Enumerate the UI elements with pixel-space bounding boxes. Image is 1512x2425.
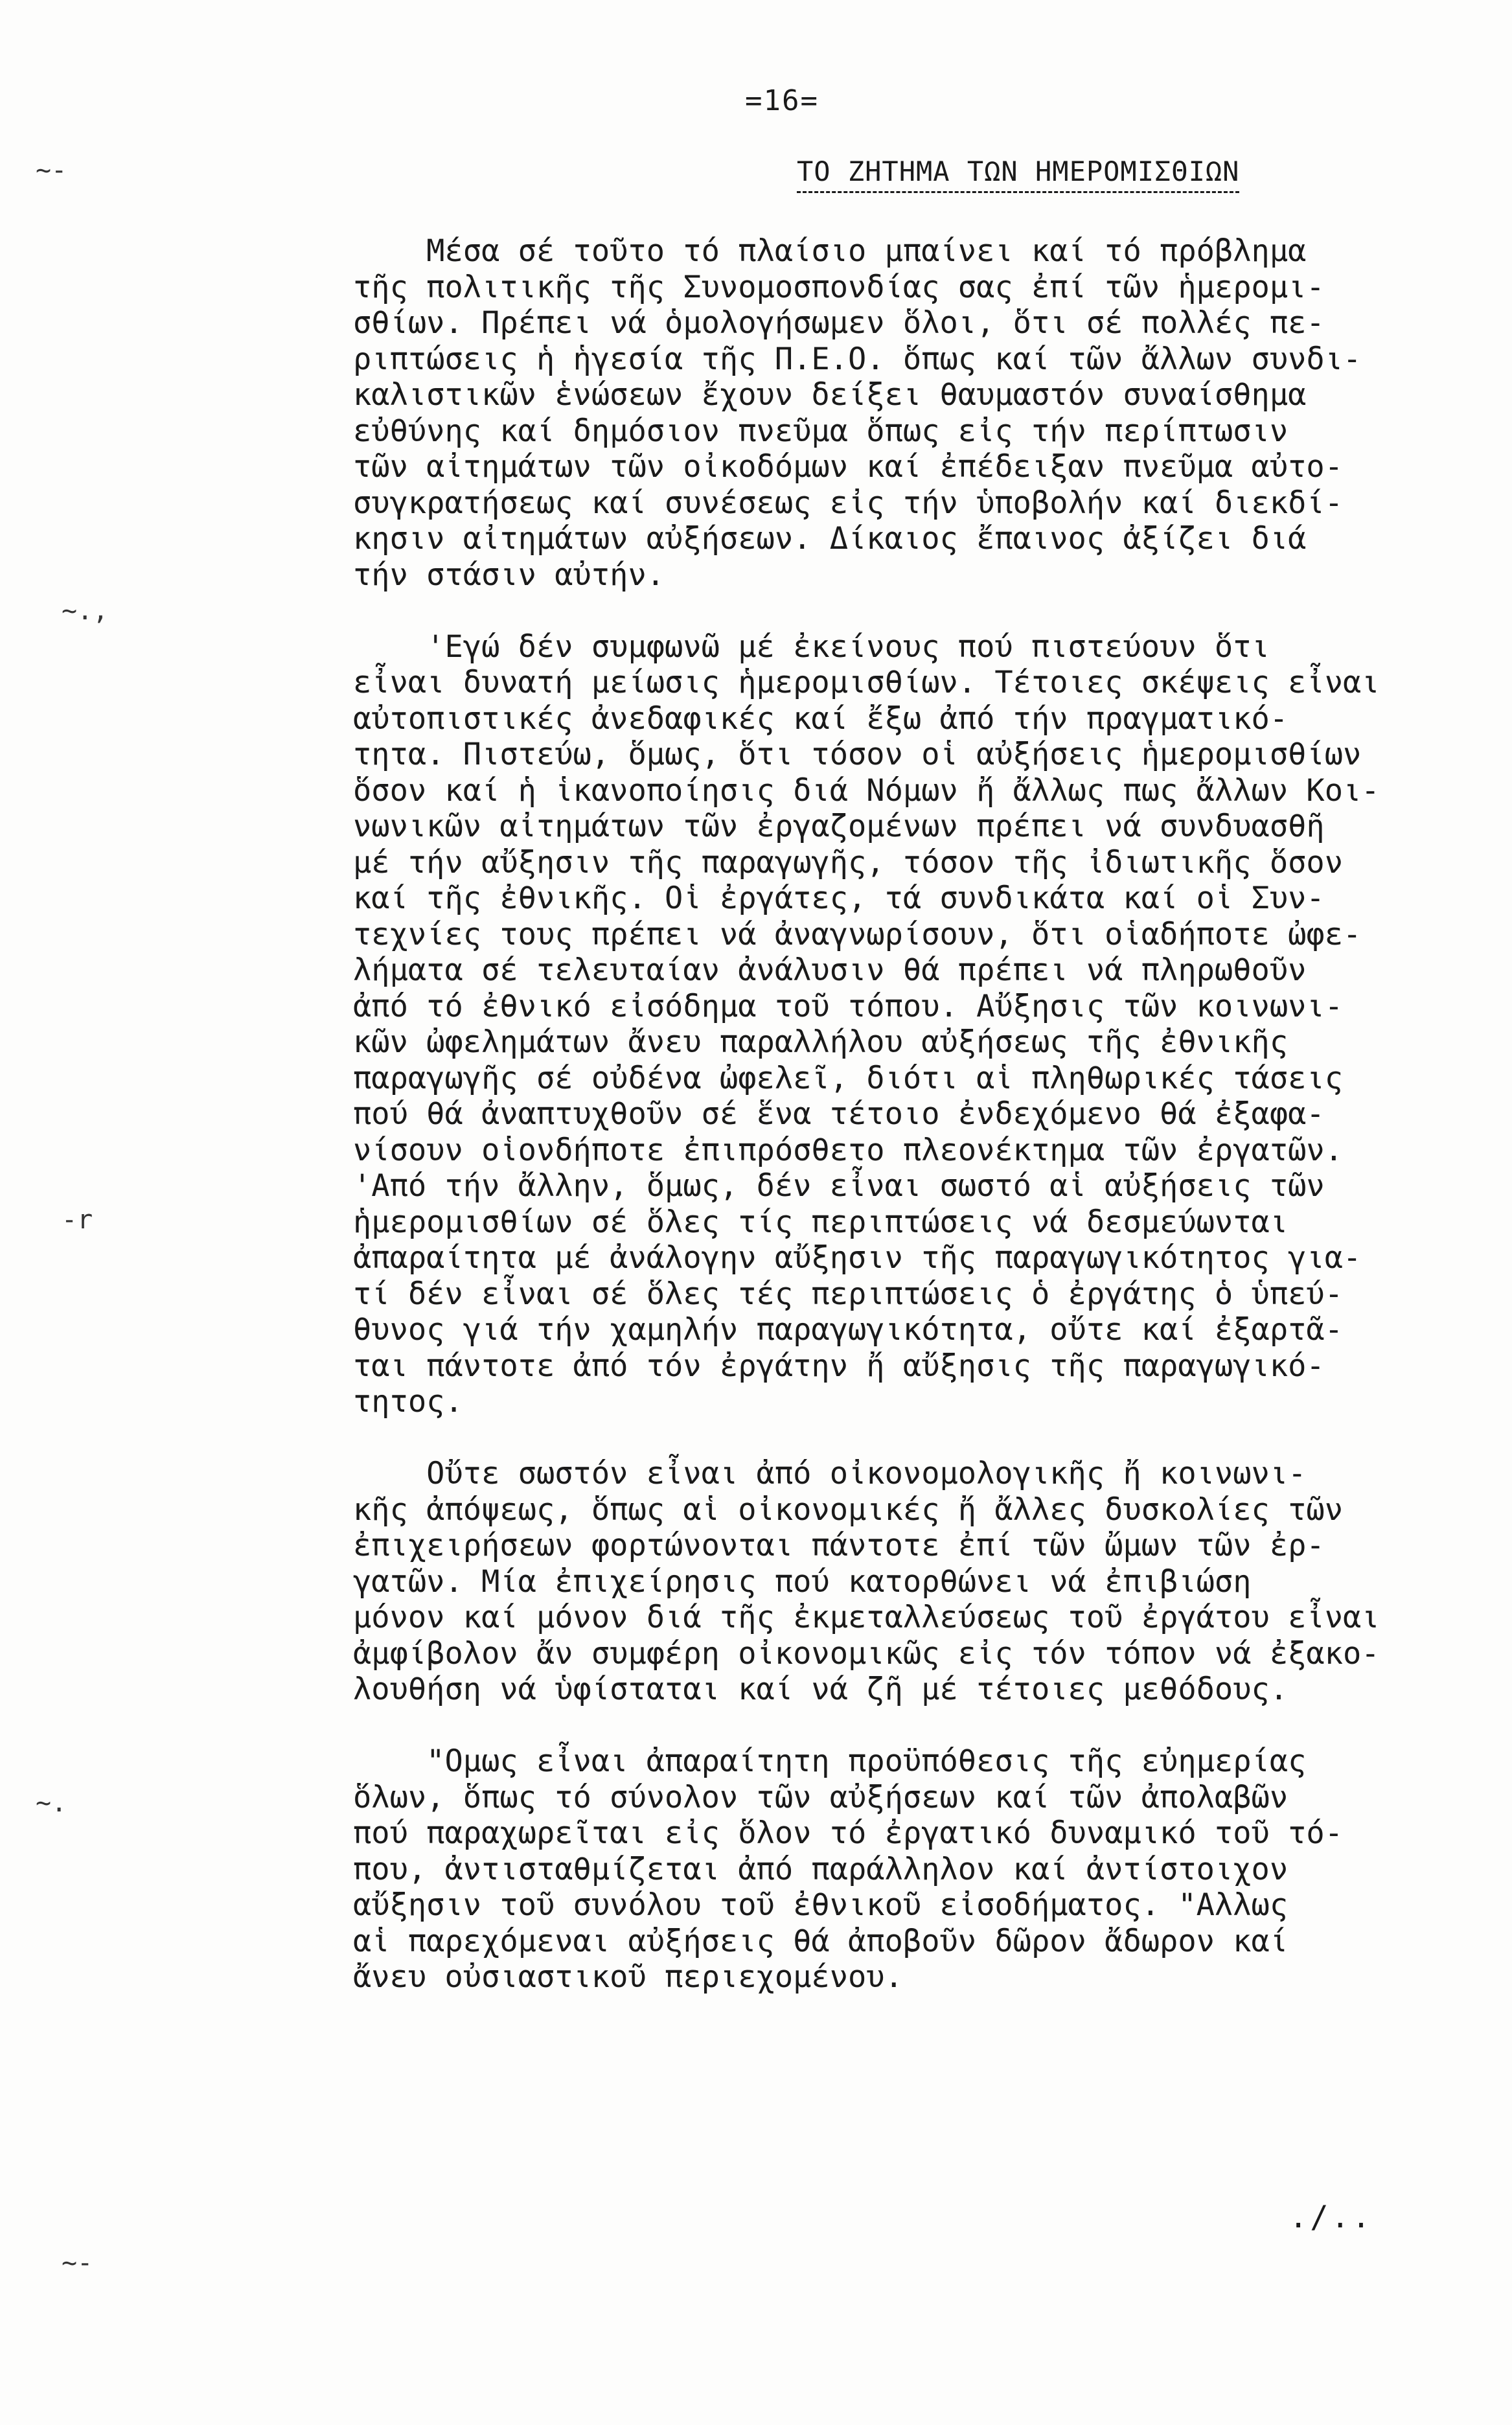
text-line: τητος. [353, 1384, 463, 1419]
text-line: ριπτώσεις ἡ ἡγεσία τῆς Π.Ε.Ο. ὅπως καί τῶν ἄλλων συνδι- [353, 341, 1362, 377]
page-title: ΤΟ ΖΗΤΗΜΑ ΤΩΝ ΗΜΕΡΟΜΙΣΘΙΩΝ [797, 155, 1239, 193]
text-line: συγκρατήσεως καί συνέσεως εἰς τήν ὑποβολήν καί διεκδί- [353, 485, 1344, 521]
text-line: "Ομως εἶναι ἀπαραίτητη προϋπόθεσις τῆς εὐημερίας [353, 1743, 1307, 1779]
text-line: πού θά ἀναπτυχθοῦν σέ ἕνα τέτοιο ἐνδεχόμενο θά ἐξαφα- [353, 1096, 1325, 1132]
text-line: παραγωγῆς σέ οὐδένα ὠφελεῖ, διότι αἱ πληθωρικές τάσεις [353, 1060, 1344, 1096]
text-line: ἄνευ οὐσιαστικοῦ περιεχομένου. [353, 1959, 903, 1995]
text-line: λήματα σέ τελευταίαν ἀνάλυσιν θά πρέπει νά πληρωθοῦν [353, 952, 1307, 988]
paragraph [353, 1743, 1493, 1995]
margin-mark: ~- [36, 155, 67, 185]
text-line: Μέσα σέ τοῦτο τό πλαίσιο μπαίνει καί τό πρόβλημα [353, 233, 1307, 269]
text-line: ται πάντοτε ἀπό τόν ἐργάτην ἤ αὔξησις τῆς παραγωγικό- [353, 1348, 1325, 1384]
margin-mark: ~., [62, 596, 109, 626]
text-line: τί δέν εἶναι σέ ὅλες τές περιπτώσεις ὁ ἐργάτης ὁ ὑπεύ- [353, 1276, 1344, 1312]
document-body [353, 233, 1493, 1995]
text-line: ὅλων, ὅπως τό σύνολον τῶν αὐξήσεων καί τῶν ἀπολαβῶν [353, 1779, 1289, 1815]
paragraph-gap [353, 1420, 1493, 1456]
paragraph [353, 1456, 1493, 1708]
text-line: καλιστικῶν ἑνώσεων ἔχουν δείξει θαυμαστόν συναίσθημα [353, 377, 1307, 413]
continuation-mark: ./.. [1289, 2200, 1373, 2235]
text-line: κῶν ὠφελημάτων ἄνευ παραλλήλου αὐξήσεως τῆς ἐθνικῆς [353, 1024, 1289, 1060]
paragraph-gap [353, 593, 1493, 629]
text-line: γατῶν. Μία ἐπιχείρησις πού κατορθώνει νά ἐπιβιώση [353, 1563, 1252, 1600]
text-line: κησιν αἰτημάτων αὐξήσεων. Δίκαιος ἔπαινος ἀξίζει διά [353, 521, 1307, 557]
text-line: τεχνίες τους πρέπει νά ἀναγνωρίσουν, ὅτι οἱαδήποτε ὠφε- [353, 916, 1362, 952]
text-line: εὐθύνης καί δημόσιον πνεῦμα ὅπως εἰς τήν περίπτωσιν [353, 413, 1289, 449]
text-line: ἀμφίβολον ἄν συμφέρη οἰκονομικῶς εἰς τόν τόπον νά ἐξακο- [353, 1635, 1380, 1672]
text-line: μέ τήν αὔξησιν τῆς παραγωγῆς, τόσον τῆς ἰδιωτικῆς ὅσον [353, 844, 1344, 880]
text-line: ἀπαραίτητα μέ ἀνάλογην αὔξησιν τῆς παραγωγικότητος για- [353, 1240, 1362, 1276]
text-line: ἀπό τό ἐθνικό εἰσόδημα τοῦ τόπου. Αὔξησις τῶν κοινωνι- [353, 988, 1344, 1024]
margin-mark: ~. [36, 1788, 67, 1818]
text-line: πού παραχωρεῖται εἰς ὅλον τό ἐργατικό δυναμικό τοῦ τό- [353, 1815, 1344, 1851]
text-line: καί τῆς ἐθνικῆς. Οἱ ἐργάτες, τά συνδικάτα καί οἱ Συν- [353, 880, 1325, 916]
text-line: θυνος γιά τήν χαμηλήν παραγωγικότητα, οὔτε καί ἐξαρτᾶ- [353, 1312, 1344, 1348]
text-line: εἶναι δυνατή μείωσις ἡμερομισθίων. Τέτοιες σκέψεις εἶναι [353, 665, 1380, 700]
text-line: σθίων. Πρέπει νά ὁμολογήσωμεν ὅλοι, ὅτι σέ πολλές πε- [353, 305, 1325, 341]
paragraph-gap [353, 1708, 1493, 1744]
text-line: αὔξησιν τοῦ συνόλου τοῦ ἐθνικοῦ εἰσοδήματος. "Αλλως [353, 1887, 1289, 1923]
text-line: ἐπιχειρήσεων φορτώνονται πάντοτε ἐπί τῶν ὤμων τῶν ἐρ- [353, 1528, 1325, 1563]
text-line: ἡμερομισθίων σέ ὅλες τίς περιπτώσεις νά δεσμεύωνται [353, 1204, 1289, 1240]
text-line: τητα. Πιστεύω, ὅμως, ὅτι τόσον οἱ αὐξήσεις ἡμερομισθίων [353, 737, 1362, 772]
margin-mark: -r [62, 1205, 93, 1235]
text-line: τῆς πολιτικῆς τῆς Συνομοσπονδίας σας ἐπί τῶν ἡμερομι- [353, 269, 1325, 305]
margin-mark: ~- [62, 2248, 93, 2278]
paragraph [353, 233, 1493, 593]
text-line: αἱ παρεχόμεναι αὐξήσεις θά ἀποβοῦν δῶρον ἄδωρον καί [353, 1923, 1289, 1959]
text-line: που, ἀντισταθμίζεται ἀπό παράλληλον καί ἀντίστοιχον [353, 1851, 1289, 1887]
text-line: Οὔτε σωστόν εἶναι ἀπό οἰκονομολογικῆς ἤ κοινωνι- [353, 1456, 1307, 1491]
text-line: αὐτοπιστικές ἀνεδαφικές καί ἔξω ἀπό τήν πραγματικό- [353, 700, 1289, 737]
text-line: τῶν αἰτημάτων τῶν οἰκοδόμων καί ἐπέδειξαν πνεῦμα αὐτο- [353, 449, 1344, 485]
page-number: =16= [745, 84, 819, 117]
text-line: 'Από τήν ἄλλην, ὅμως, δέν εἶναι σωστό αἱ αὐξήσεις τῶν [353, 1168, 1325, 1204]
text-line: ὅσον καί ἡ ἱκανοποίησις διά Νόμων ἤ ἄλλως πως ἄλλων Κοι- [353, 772, 1380, 809]
text-line: νωνικῶν αἰτημάτων τῶν ἐργαζομένων πρέπει νά συνδυασθῆ [353, 809, 1325, 844]
text-line: τήν στάσιν αὐτήν. [353, 557, 665, 593]
paragraph [353, 629, 1493, 1420]
text-line: νίσουν οἱονδήποτε ἐπιπρόσθετο πλεονέκτημα τῶν ἐργατῶν. [353, 1132, 1344, 1168]
text-line: μόνον καί μόνον διά τῆς ἐκμεταλλεύσεως τοῦ ἐργάτου εἶναι [353, 1600, 1380, 1635]
text-line: κῆς ἀπόψεως, ὅπως αἱ οἰκονομικές ἤ ἄλλες δυσκολίες τῶν [353, 1491, 1344, 1528]
text-line: λουθήση νά ὑφίσταται καί νά ζῆ μέ τέτοιες μεθόδους. [353, 1672, 1289, 1707]
text-line: 'Εγώ δέν συμφωνῶ μέ ἐκείνους πού πιστεύουν ὅτι [353, 628, 1270, 665]
